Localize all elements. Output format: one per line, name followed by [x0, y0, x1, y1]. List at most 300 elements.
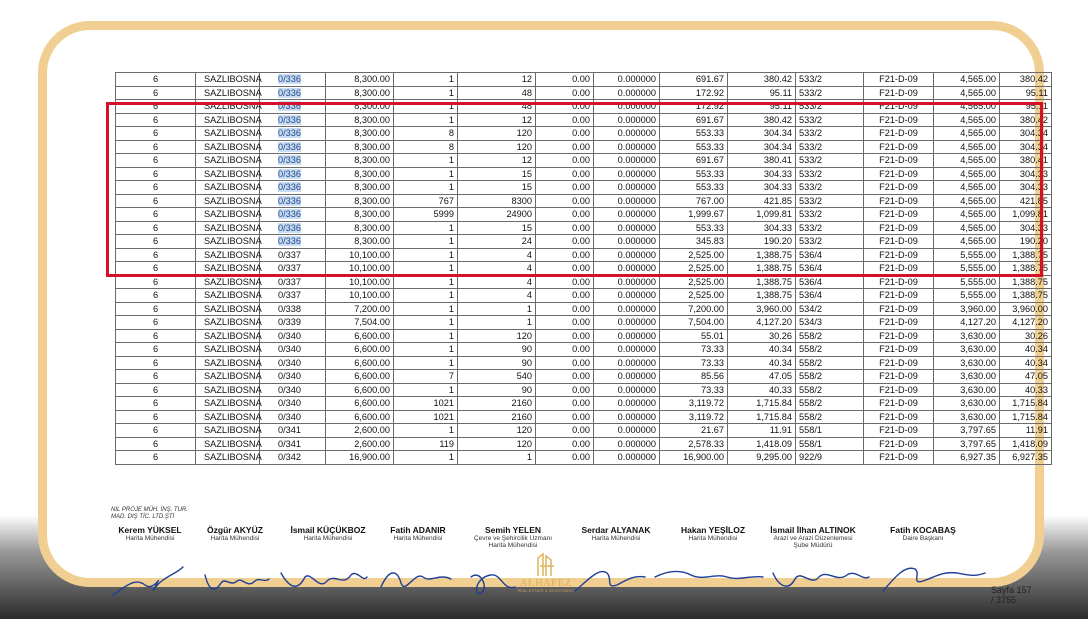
table-cell: F21-D-09 [864, 329, 934, 343]
table-cell: 0/342 [260, 451, 326, 465]
table-cell: 4 [458, 262, 536, 276]
table-cell: 8,300.00 [326, 100, 394, 114]
table-cell: 533/2 [796, 127, 864, 141]
table-cell [260, 194, 326, 208]
table-cell: 95.11 [728, 100, 796, 114]
table-cell: 0/337 [260, 248, 326, 262]
table-cell: 0.000000 [594, 221, 660, 235]
table-cell: 6 [116, 329, 196, 343]
table-cell: 533/2 [796, 73, 864, 87]
table-row [116, 208, 1052, 222]
table-cell: 4 [458, 289, 536, 303]
table-cell: SAZLIBOSNA [196, 289, 260, 303]
table-cell: 0.00 [536, 208, 594, 222]
table-cell: 120 [458, 329, 536, 343]
table-cell: 558/2 [796, 383, 864, 397]
table-cell: 8,300.00 [326, 181, 394, 195]
alhafez-logo [516, 552, 576, 618]
table-cell: F21-D-09 [864, 343, 934, 357]
table-cell: 0/338 [260, 302, 326, 316]
table-cell: 6 [116, 167, 196, 181]
table-cell: 40.33 [1000, 383, 1052, 397]
table-cell: 0.000000 [594, 127, 660, 141]
table-cell: 1 [458, 316, 536, 330]
table-cell: F21-D-09 [864, 248, 934, 262]
table-cell: F21-D-09 [864, 140, 934, 154]
table-cell: 12 [458, 73, 536, 87]
table-cell: 558/1 [796, 424, 864, 438]
signatory-title: Harita Mühendisi [591, 535, 641, 542]
table-cell: 4,127.20 [1000, 316, 1052, 330]
table-cell: 1 [394, 248, 458, 262]
table-cell: 1 [394, 262, 458, 276]
table-cell: 0.00 [536, 370, 594, 384]
table-cell: 48 [458, 100, 536, 114]
table-row [116, 73, 1052, 87]
table-cell: 0.000000 [594, 140, 660, 154]
table-cell: 0/340 [260, 356, 326, 370]
table-cell: 380.42 [728, 73, 796, 87]
company-line-2: MAD. DIŞ TİC. LTD.ŞTİ [111, 513, 175, 520]
table-cell: 1,388.75 [1000, 248, 1052, 262]
logo-name: ALHAFEZ [520, 578, 572, 589]
table-cell [260, 113, 326, 127]
table-cell: 1,388.75 [1000, 275, 1052, 289]
table-cell: 0/340 [260, 329, 326, 343]
table-row [116, 181, 1052, 195]
table-cell: 304.33 [728, 221, 796, 235]
table-cell: SAZLIBOSNA [196, 248, 260, 262]
table-cell: 1,715.84 [1000, 410, 1052, 424]
table-cell: 1 [394, 329, 458, 343]
table-cell: 6 [116, 194, 196, 208]
table-cell: 5,555.00 [934, 262, 1000, 276]
table-cell: 9,295.00 [728, 451, 796, 465]
table-cell: SAZLIBOSNA [196, 370, 260, 384]
table-cell: 1 [394, 221, 458, 235]
table-cell: 0.00 [536, 424, 594, 438]
table-row [116, 100, 1052, 114]
table-cell: 6 [116, 356, 196, 370]
table-row [116, 316, 1052, 330]
table-cell: 6,927.35 [934, 451, 1000, 465]
table-cell: 533/2 [796, 194, 864, 208]
table-cell: F21-D-09 [864, 302, 934, 316]
table-cell: 1,715.84 [728, 410, 796, 424]
table-cell: 536/4 [796, 275, 864, 289]
table-cell: 6 [116, 410, 196, 424]
table-cell: 0.00 [536, 86, 594, 100]
table-cell: 4,565.00 [934, 127, 1000, 141]
table-cell: 0.000000 [594, 208, 660, 222]
table-cell: 421.85 [728, 194, 796, 208]
table-cell: SAZLIBOSNA [196, 329, 260, 343]
table-cell: 0.000000 [594, 194, 660, 208]
table-cell: F21-D-09 [864, 113, 934, 127]
table-cell: F21-D-09 [864, 316, 934, 330]
table-cell: 6 [116, 289, 196, 303]
table-cell: 11.91 [728, 424, 796, 438]
table-cell: 3,119.72 [660, 397, 728, 411]
table-cell: 0.000000 [594, 275, 660, 289]
table-cell: 15 [458, 181, 536, 195]
table-cell: 553.33 [660, 181, 728, 195]
table-cell: 6,600.00 [326, 397, 394, 411]
table-cell: F21-D-09 [864, 370, 934, 384]
table-row [116, 397, 1052, 411]
table-cell: 16,900.00 [326, 451, 394, 465]
table-cell: 304.33 [1000, 181, 1052, 195]
table-cell: 120 [458, 127, 536, 141]
table-cell: 3,797.65 [934, 424, 1000, 438]
table-cell: 380.41 [728, 154, 796, 168]
table-cell: 2160 [458, 410, 536, 424]
table-row [116, 410, 1052, 424]
table-cell: 24 [458, 235, 536, 249]
signatory-9 [880, 525, 966, 542]
table-cell: SAZLIBOSNA [196, 73, 260, 87]
table-cell: 536/4 [796, 289, 864, 303]
signatory-title: Harita Mühendisi [688, 535, 738, 542]
table-cell: 172.92 [660, 86, 728, 100]
table-cell: 40.34 [728, 356, 796, 370]
table-cell: 120 [458, 140, 536, 154]
table-cell: SAZLIBOSNA [196, 154, 260, 168]
highlighted-parcel-text: 0/336 [278, 101, 301, 112]
table-cell: 304.33 [1000, 221, 1052, 235]
table-cell: 3,960.00 [728, 302, 796, 316]
table-cell: 0.00 [536, 248, 594, 262]
table-cell: 4,565.00 [934, 86, 1000, 100]
table-cell: 0.00 [536, 154, 594, 168]
signatory-name: Kerem YÜKSEL [118, 525, 182, 535]
table-cell: 6 [116, 262, 196, 276]
parcel-table [115, 72, 1052, 465]
table-cell: 6 [116, 181, 196, 195]
table-cell: 1,418.09 [1000, 437, 1052, 451]
table-cell: 0.00 [536, 383, 594, 397]
table-cell: 7,504.00 [326, 316, 394, 330]
table-cell [260, 100, 326, 114]
table-row [116, 127, 1052, 141]
table-cell: 1,715.84 [728, 397, 796, 411]
table-row [116, 113, 1052, 127]
table-cell: 6 [116, 221, 196, 235]
table-cell: 7,200.00 [660, 302, 728, 316]
highlighted-parcel-text: 0/336 [278, 195, 301, 206]
table-cell: 6 [116, 100, 196, 114]
table-cell: 536/4 [796, 248, 864, 262]
table-cell: 304.34 [728, 127, 796, 141]
table-cell: 4,565.00 [934, 194, 1000, 208]
signatory-name: Serdar ALYANAK [581, 525, 651, 535]
table-cell: 691.67 [660, 73, 728, 87]
table-cell: 0/337 [260, 275, 326, 289]
table-cell: 0/337 [260, 289, 326, 303]
table-cell: 90 [458, 343, 536, 357]
table-cell: 40.34 [1000, 343, 1052, 357]
company-line-1: NIL PROJE MÜH. İNŞ. TUR. [111, 507, 188, 513]
table-cell: 95.11 [728, 86, 796, 100]
table-cell: 6,600.00 [326, 343, 394, 357]
table-cell: 6 [116, 316, 196, 330]
table-cell: 30.26 [728, 329, 796, 343]
table-cell: 4,565.00 [934, 208, 1000, 222]
table-cell: 0.000000 [594, 316, 660, 330]
table-cell: 15 [458, 167, 536, 181]
table-cell: 5,555.00 [934, 248, 1000, 262]
table-cell: 0.00 [536, 289, 594, 303]
table-cell: 119 [394, 437, 458, 451]
table-cell: 6 [116, 248, 196, 262]
table-cell: 533/2 [796, 208, 864, 222]
table-cell: 0.00 [536, 167, 594, 181]
table-cell: SAZLIBOSNA [196, 437, 260, 451]
signatory-name: İsmail İlhan ALTINOK [770, 525, 856, 535]
table-cell: 304.34 [728, 140, 796, 154]
table-cell: 8,300.00 [326, 113, 394, 127]
table-cell: F21-D-09 [864, 86, 934, 100]
table-cell: 40.33 [728, 383, 796, 397]
table-row [116, 343, 1052, 357]
table-cell: 533/2 [796, 86, 864, 100]
table-cell: 1,099.81 [1000, 208, 1052, 222]
table-cell: 6 [116, 154, 196, 168]
signatory-title: Çevre ve Şehircilik Uzmanı [473, 535, 553, 542]
table-cell: 6,600.00 [326, 329, 394, 343]
table-row [116, 383, 1052, 397]
table-cell: 73.33 [660, 343, 728, 357]
table-cell: F21-D-09 [864, 451, 934, 465]
table-cell: 0.00 [536, 262, 594, 276]
table-cell: 691.67 [660, 154, 728, 168]
table-cell: SAZLIBOSNA [196, 100, 260, 114]
table-cell: 304.34 [1000, 127, 1052, 141]
table-row [116, 86, 1052, 100]
table-cell: 3,960.00 [1000, 302, 1052, 316]
table-cell: F21-D-09 [864, 194, 934, 208]
table-cell: SAZLIBOSNA [196, 113, 260, 127]
table-cell: 0.00 [536, 410, 594, 424]
table-cell: 1021 [394, 410, 458, 424]
table-cell: 8,300.00 [326, 86, 394, 100]
table-cell: 6 [116, 437, 196, 451]
highlighted-parcel-text: 0/336 [278, 155, 301, 166]
highlighted-parcel-text: 0/336 [278, 74, 301, 85]
table-cell: 1,715.84 [1000, 397, 1052, 411]
signatory-title: Harita Mühendisi [210, 535, 260, 542]
table-cell: 380.41 [1000, 154, 1052, 168]
table-cell [260, 181, 326, 195]
table-cell: 47.05 [728, 370, 796, 384]
table-cell: 6 [116, 424, 196, 438]
table-cell: SAZLIBOSNA [196, 383, 260, 397]
table-cell: F21-D-09 [864, 437, 934, 451]
table-cell: 1 [394, 100, 458, 114]
table-cell: 7,200.00 [326, 302, 394, 316]
table-cell: 2,578.33 [660, 437, 728, 451]
table-cell: SAZLIBOSNA [196, 424, 260, 438]
table-cell: 533/2 [796, 154, 864, 168]
table-cell: 5,555.00 [934, 275, 1000, 289]
page-number: Sayfa 157 / 3755 [991, 585, 1032, 605]
table-cell: SAZLIBOSNA [196, 127, 260, 141]
table-cell: SAZLIBOSNA [196, 86, 260, 100]
table-row [116, 262, 1052, 276]
signatory-7 [670, 525, 756, 542]
table-cell: SAZLIBOSNA [196, 262, 260, 276]
table-cell: 1,099.81 [728, 208, 796, 222]
table-cell: 1 [394, 451, 458, 465]
table-cell: 691.67 [660, 113, 728, 127]
table-cell: 0.000000 [594, 329, 660, 343]
table-cell: 8,300.00 [326, 167, 394, 181]
table-cell: 8300 [458, 194, 536, 208]
table-cell: 553.33 [660, 221, 728, 235]
table-cell: 1 [394, 302, 458, 316]
table-row [116, 302, 1052, 316]
table-cell: 767 [394, 194, 458, 208]
table-cell: 2,525.00 [660, 248, 728, 262]
table-cell: 1,388.75 [728, 275, 796, 289]
table-cell: 421.85 [1000, 194, 1052, 208]
table-cell: 6 [116, 73, 196, 87]
table-cell: 90 [458, 356, 536, 370]
signatory-3 [280, 525, 376, 542]
highlighted-parcel-text: 0/336 [278, 141, 301, 152]
table-cell: 0.00 [536, 316, 594, 330]
table-cell: 40.34 [728, 343, 796, 357]
table-row [116, 275, 1052, 289]
table-cell: F21-D-09 [864, 221, 934, 235]
table-cell: 533/2 [796, 181, 864, 195]
table-cell: 90 [458, 383, 536, 397]
table-cell: F21-D-09 [864, 262, 934, 276]
table-cell: 0/337 [260, 262, 326, 276]
table-cell: 533/2 [796, 140, 864, 154]
table-cell: 8,300.00 [326, 235, 394, 249]
table-cell: 558/2 [796, 343, 864, 357]
table-cell [260, 221, 326, 235]
table-cell: 1 [394, 424, 458, 438]
company-name [111, 507, 188, 520]
table-cell: SAZLIBOSNA [196, 194, 260, 208]
table-cell: 6 [116, 370, 196, 384]
table-cell: 558/2 [796, 356, 864, 370]
table-cell: 4,127.20 [728, 316, 796, 330]
table-cell: 1 [458, 451, 536, 465]
table-cell: 1 [394, 73, 458, 87]
table-cell: 5,555.00 [934, 289, 1000, 303]
table-cell: 558/2 [796, 370, 864, 384]
table-cell: SAZLIBOSNA [196, 356, 260, 370]
table-cell: 0.000000 [594, 248, 660, 262]
table-cell: SAZLIBOSNA [196, 451, 260, 465]
table-cell: 553.33 [660, 127, 728, 141]
table-cell: 4,565.00 [934, 154, 1000, 168]
table-cell: F21-D-09 [864, 127, 934, 141]
table-cell: 3,960.00 [934, 302, 1000, 316]
table-cell: 6,600.00 [326, 383, 394, 397]
table-cell: F21-D-09 [864, 424, 934, 438]
table-cell: 4,565.00 [934, 221, 1000, 235]
table-cell: F21-D-09 [864, 410, 934, 424]
table-cell: 0.00 [536, 221, 594, 235]
table-cell: 0.000000 [594, 397, 660, 411]
table-cell: 0.00 [536, 329, 594, 343]
table-cell: 40.34 [1000, 356, 1052, 370]
table-cell: 6 [116, 208, 196, 222]
table-cell: 4 [458, 248, 536, 262]
table-cell: 304.33 [1000, 167, 1052, 181]
table-cell: 2,600.00 [326, 424, 394, 438]
table-cell [260, 73, 326, 87]
table-cell: 0.00 [536, 451, 594, 465]
table-cell: 3,630.00 [934, 343, 1000, 357]
table-cell: 2,600.00 [326, 437, 394, 451]
table-cell: 95.11 [1000, 100, 1052, 114]
table-cell: 120 [458, 424, 536, 438]
table-cell: 1 [394, 343, 458, 357]
table-cell: F21-D-09 [864, 167, 934, 181]
table-cell: F21-D-09 [864, 383, 934, 397]
table-cell: 0.000000 [594, 181, 660, 195]
table-cell: 533/2 [796, 100, 864, 114]
table-cell: 1 [394, 167, 458, 181]
table-cell: 0.000000 [594, 262, 660, 276]
table-cell [260, 154, 326, 168]
table-cell: 190.20 [1000, 235, 1052, 249]
table-cell: 10,100.00 [326, 289, 394, 303]
table-cell: 1 [394, 235, 458, 249]
table-cell: 6 [116, 383, 196, 397]
table-cell: 6 [116, 86, 196, 100]
table-cell: 922/9 [796, 451, 864, 465]
table-cell: 1 [394, 181, 458, 195]
table-cell: 534/2 [796, 302, 864, 316]
table-cell: 1 [394, 383, 458, 397]
table-cell: 8,300.00 [326, 140, 394, 154]
table-cell: 553.33 [660, 140, 728, 154]
table-cell: 73.33 [660, 356, 728, 370]
table-cell: 3,630.00 [934, 383, 1000, 397]
signatory-name: Semih YELEN [484, 525, 542, 535]
table-cell: 1,388.75 [1000, 262, 1052, 276]
table-cell: 1,388.75 [1000, 289, 1052, 303]
table-cell: 3,630.00 [934, 370, 1000, 384]
table-cell: 1 [394, 289, 458, 303]
signatory-title-2: Şube Müdürü [793, 542, 833, 549]
table-cell: SAZLIBOSNA [196, 275, 260, 289]
signatory-name: İsmail KÜÇÜKBOZ [290, 525, 366, 535]
table-cell: F21-D-09 [864, 73, 934, 87]
table-row [116, 154, 1052, 168]
signatory-title: Harita Mühendisi [303, 535, 353, 542]
table-cell: 8,300.00 [326, 208, 394, 222]
table-cell: 345.83 [660, 235, 728, 249]
table-cell: 540 [458, 370, 536, 384]
table-row [116, 329, 1052, 343]
table-cell: 558/2 [796, 397, 864, 411]
table-cell: 12 [458, 154, 536, 168]
table-cell: 0/340 [260, 370, 326, 384]
table-cell: 0.00 [536, 302, 594, 316]
table-cell: 6 [116, 451, 196, 465]
table-cell: SAZLIBOSNA [196, 410, 260, 424]
signatory-2 [195, 525, 275, 542]
table-cell: 8,300.00 [326, 73, 394, 87]
signatory-5 [465, 525, 561, 549]
